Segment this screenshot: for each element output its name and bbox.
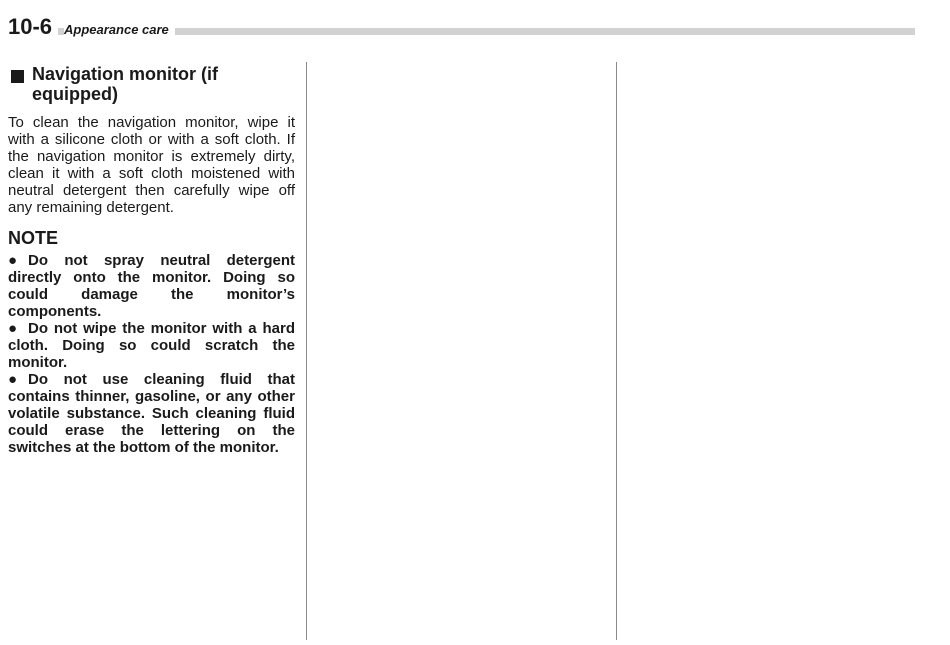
page-header bbox=[8, 14, 915, 39]
section-heading bbox=[8, 64, 295, 104]
page-number: 10-6 bbox=[8, 14, 58, 40]
column-divider-right bbox=[616, 62, 617, 640]
note-item-text: Do not use cleaning fluid that contains thinner, gasoline, or any other volatile substance. Such cleaning fluid could erase the lettering on the switches at the bottom of the monitor. bbox=[8, 371, 295, 456]
body-paragraph: To clean the navigation monitor, wipe it with a silicone cloth or with a soft cloth. If the navigation monitor is extremely dirty, clean it with a soft cloth moistened with neutral detergent then carefully wipe off any remaining detergent. bbox=[8, 114, 295, 216]
square-bullet-icon bbox=[11, 70, 24, 83]
note-title: NOTE bbox=[8, 228, 59, 248]
column-divider-left bbox=[306, 62, 307, 640]
section-heading-text: Navigation monitor (if equipped) bbox=[32, 64, 218, 104]
bullet-icon: ● bbox=[8, 252, 18, 269]
bullet-icon: ● bbox=[8, 371, 18, 388]
note-item-text: Do not wipe the monitor with a hard cloth. Doing so could scratch the monitor. bbox=[8, 320, 295, 371]
column-left bbox=[8, 64, 295, 456]
note-item bbox=[8, 320, 295, 371]
bullet-icon: ● bbox=[8, 320, 18, 337]
note-item-text: Do not spray neutral detergent directly onto the monitor. Doing so could damage the monitor’s components. bbox=[8, 252, 295, 320]
note-item bbox=[8, 252, 295, 320]
note-item bbox=[8, 371, 295, 456]
section-name: Appearance care bbox=[64, 22, 175, 38]
